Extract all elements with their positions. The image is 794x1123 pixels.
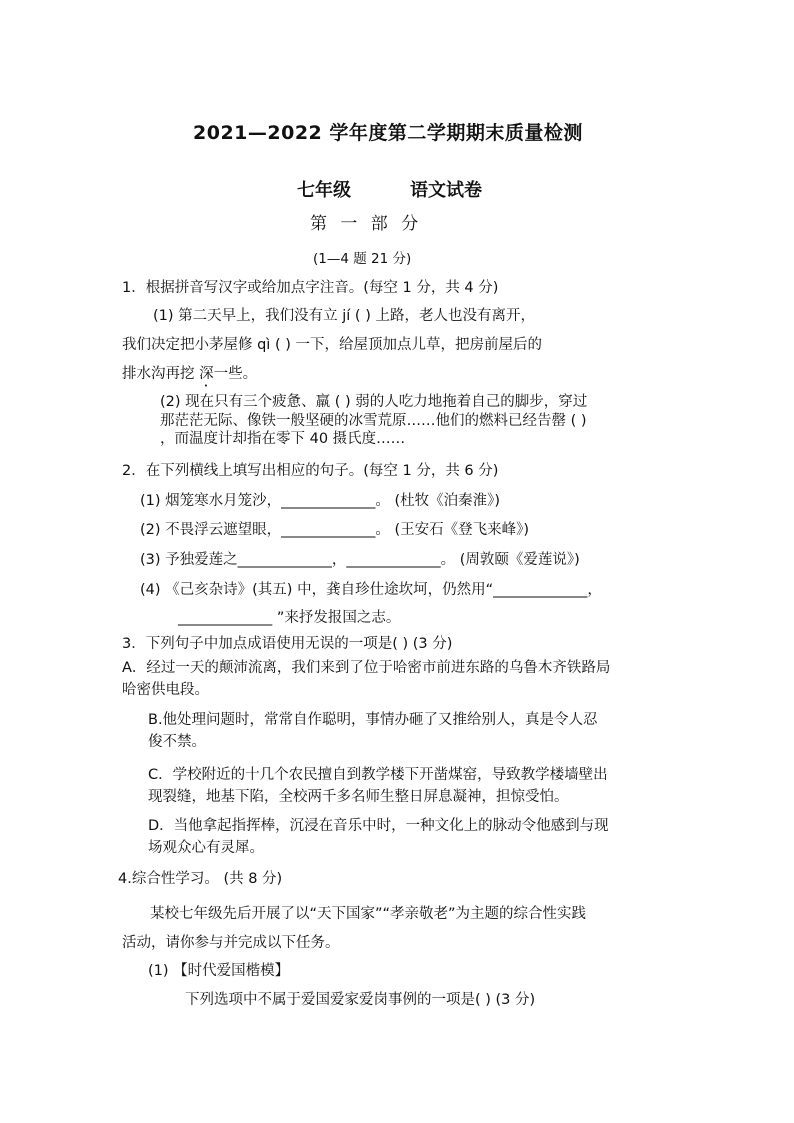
q4-sub1-question: 下列选项中不属于爱国爱家爱岗事例的一项是( ) (3 分) xyxy=(185,992,536,1008)
q4-stem: 4.综合性学习。 (共 8 分) xyxy=(118,871,283,887)
q2-stem: 2．在下列横线上填写出相应的句子。(每空 1 分，共 6 分) xyxy=(122,463,499,479)
q1-p2-line3: ，而温度计却指在零下 40 摄氏度…… xyxy=(160,431,406,447)
q3-option-c-line1: C．学校附近的十几个农民擅自到教学楼下开凿煤窑，导致教学楼墙壁出 xyxy=(148,767,608,783)
q1-p1-line3 xyxy=(122,365,257,390)
q3-option-d-line1: D．当他拿起指挥棒，沉浸在音乐中时，一种文化上的脉动令他感到与现 xyxy=(148,818,609,834)
part-heading: 第 一 部 分 xyxy=(310,214,423,234)
q3-option-a-line1: A．经过一天的颠沛流离，我们来到了位于哈密市前进东路的乌鲁木齐铁路局 xyxy=(122,660,611,676)
q3-stem: 3．下列句子中加点成语使用无误的一项是( ) (3 分) xyxy=(122,636,453,652)
q2-line4: (4) 《己亥杂诗》(其五) 中，龚自珍仕途坎坷，仍然用“_____________， xyxy=(140,582,602,598)
q4-sub1-heading: (1) 【时代爱国楷模】 xyxy=(148,963,290,979)
q4-intro-line2: 活动，请你参与并完成以下任务。 xyxy=(122,935,340,951)
q3-option-a-line2: 哈密供电段。 xyxy=(122,682,209,698)
q1-p2-line2: 那茫茫无际、像铁一般坚硬的冰雪荒原……他们的燃料已经告罄 ( ) xyxy=(160,413,587,429)
grade-label: 七年级 xyxy=(297,180,351,201)
q2-line5: _____________ ”来抒发报国之志。 xyxy=(178,610,401,626)
q3-option-b-line2: 俊不禁。 xyxy=(148,734,206,750)
q2-line2: (2) 不畏浮云遮望眼，_____________。 (王安石《登飞来峰》) xyxy=(140,522,530,538)
q1-p1-line3-c: 一些。 xyxy=(213,366,258,382)
subject-label: 语文试卷 xyxy=(410,180,482,201)
q3-option-b-line1: B.他处理问题时，常常自作聪明，事情办砸了又推给别人，真是令人忍 xyxy=(148,712,598,728)
q4-intro-line1: 某校七年级先后开展了以“天下国家”“孝亲敬老”为主题的综合性实践 xyxy=(150,906,587,922)
q1-p2-line1: (2) 现在只有三个疲惫、羸 ( ) 弱的人吃力地拖着自己的脚步，穿过 xyxy=(160,394,588,410)
q1-p1-line2: 我们决定把小茅屋修 qì ( ) 一下，给屋顶加点儿草，把房前屋后的 xyxy=(122,337,542,353)
q2-line3: (3) 予独爱莲之_____________，_____________。 (周敦颐《爱莲说》) xyxy=(140,552,580,568)
q2-line1: (1) 烟笼寒水月笼沙，_____________。 (杜牧《泊秦淮》) xyxy=(140,493,501,509)
part-range: (1—4 题 21 分) xyxy=(313,251,412,267)
q1-stem: 1．根据拼音写汉字或给加点字注音。(每空 1 分，共 4 分) xyxy=(122,280,499,296)
q1-dotted-char: 深 xyxy=(199,366,214,382)
q1-p1-line3-a: 排水沟再挖 xyxy=(122,366,200,382)
q3-option-c-line2: 现裂缝，地基下陷，全校两千多名师生整日屏息凝神，担惊受怕。 xyxy=(148,789,569,805)
q1-p1-line1: (1) 第二天早上，我们没有立 jí ( ) 上路，老人也没有离开， xyxy=(153,308,535,324)
q3-option-d-line2: 场观众心有灵犀。 xyxy=(148,840,264,856)
exam-title: 2021—2022 学年度第二学期期末质量检测 xyxy=(193,122,583,144)
